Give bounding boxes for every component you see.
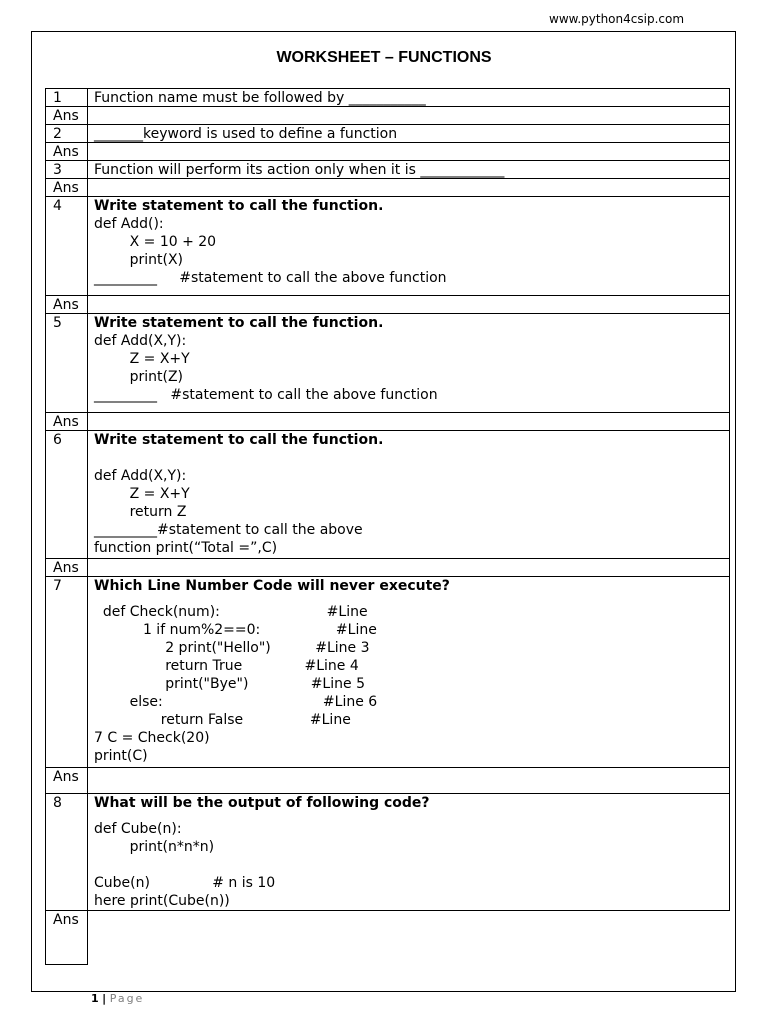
answer-space (88, 143, 729, 160)
code-line: here print(Cube(n)) (94, 893, 230, 909)
code-line (94, 856, 729, 874)
code-line: return False #Line (94, 712, 351, 728)
worksheet-title: WORKSHEET – FUNCTIONS (276, 49, 492, 66)
question-row-2 (45, 124, 730, 143)
question-row-6 (45, 430, 730, 559)
question-row-8 (45, 793, 730, 911)
code-line: Z = X+Y (94, 486, 190, 502)
footer-separator: | (102, 992, 107, 1005)
website-url: www.python4csip.com (549, 12, 685, 26)
answer-space (88, 768, 729, 793)
code-line: _________ #statement to call the above function (94, 387, 438, 403)
answer-space (88, 296, 729, 313)
code-line: print(C) (94, 748, 148, 764)
question-text: Function will perform its action only when it is ____________ (94, 162, 505, 178)
code-line: 2 print("Hello") #Line 3 (94, 640, 370, 656)
answer-row-5 (45, 412, 730, 431)
answer-space (88, 413, 729, 430)
question-number: 3 (46, 161, 88, 178)
question-heading: Write statement to call the function. (94, 432, 384, 448)
question-row-7 (45, 576, 730, 768)
question-number: 5 (46, 314, 88, 412)
answer-row-6 (45, 558, 730, 577)
answer-row-1 (45, 106, 730, 125)
answer-label: Ans (46, 296, 88, 313)
question-text: _______keyword is used to define a function (94, 126, 398, 142)
answer-row-3 (45, 178, 730, 197)
answer-space (88, 179, 729, 196)
answer-row-7 (45, 767, 730, 794)
code-line: def Check(num): #Line (94, 604, 368, 620)
page-footer (91, 992, 144, 1005)
question-row-3 (45, 160, 730, 179)
answer-space (88, 559, 729, 576)
code-line (94, 449, 729, 467)
question-heading: Write statement to call the function. (94, 198, 384, 214)
code-line: print(Z) (94, 369, 184, 385)
question-heading: Write statement to call the function. (94, 315, 384, 331)
code-line: else: #Line 6 (94, 694, 378, 710)
question-text: Function name must be followed by ___________ (94, 90, 426, 106)
question-number: 4 (46, 197, 88, 295)
question-row-4 (45, 196, 730, 296)
answer-space (88, 107, 729, 124)
question-number: 1 (46, 89, 88, 106)
code-line: return True #Line 4 (94, 658, 359, 674)
code-line: print(X) (94, 252, 184, 268)
code-line: 1 if num%2==0: #Line (94, 622, 377, 638)
question-row-5 (45, 313, 730, 413)
code-line: 7 C = Check(20) (94, 730, 210, 746)
question-heading: What will be the output of following code? (94, 795, 430, 811)
code-line: _________ #statement to call the above function (94, 270, 447, 286)
code-line: print("Bye") #Line 5 (94, 676, 365, 692)
code-line: Z = X+Y (94, 351, 190, 367)
page-number: 1 (91, 992, 99, 1005)
answer-label: Ans (46, 911, 88, 964)
answer-row-4 (45, 295, 730, 314)
question-number: 6 (46, 431, 88, 558)
answer-label: Ans (46, 768, 88, 793)
code-line: X = 10 + 20 (94, 234, 217, 250)
code-line: Cube(n) # n is 10 (94, 875, 276, 891)
answer-row-8 (45, 910, 88, 965)
code-line: _________#statement to call the above (94, 522, 363, 538)
code-line: def Cube(n): (94, 821, 182, 837)
question-row-1 (45, 88, 730, 107)
answer-label: Ans (46, 107, 88, 124)
question-number: 8 (46, 794, 88, 910)
answer-row-2 (45, 142, 730, 161)
code-line: print(n*n*n) (94, 839, 215, 855)
page-word: Page (109, 992, 145, 1005)
question-heading: Which Line Number Code will never execute? (94, 578, 450, 594)
code-line: def Add(X,Y): (94, 333, 187, 349)
answer-label: Ans (46, 179, 88, 196)
answer-label: Ans (46, 413, 88, 430)
question-number: 7 (46, 577, 88, 767)
question-number: 2 (46, 125, 88, 142)
answer-label: Ans (46, 143, 88, 160)
code-line: def Add(): (94, 216, 164, 232)
answer-label: Ans (46, 559, 88, 576)
code-line: function print(“Total =”,C) (94, 540, 278, 556)
code-line: def Add(X,Y): (94, 468, 187, 484)
code-line: return Z (94, 504, 187, 520)
